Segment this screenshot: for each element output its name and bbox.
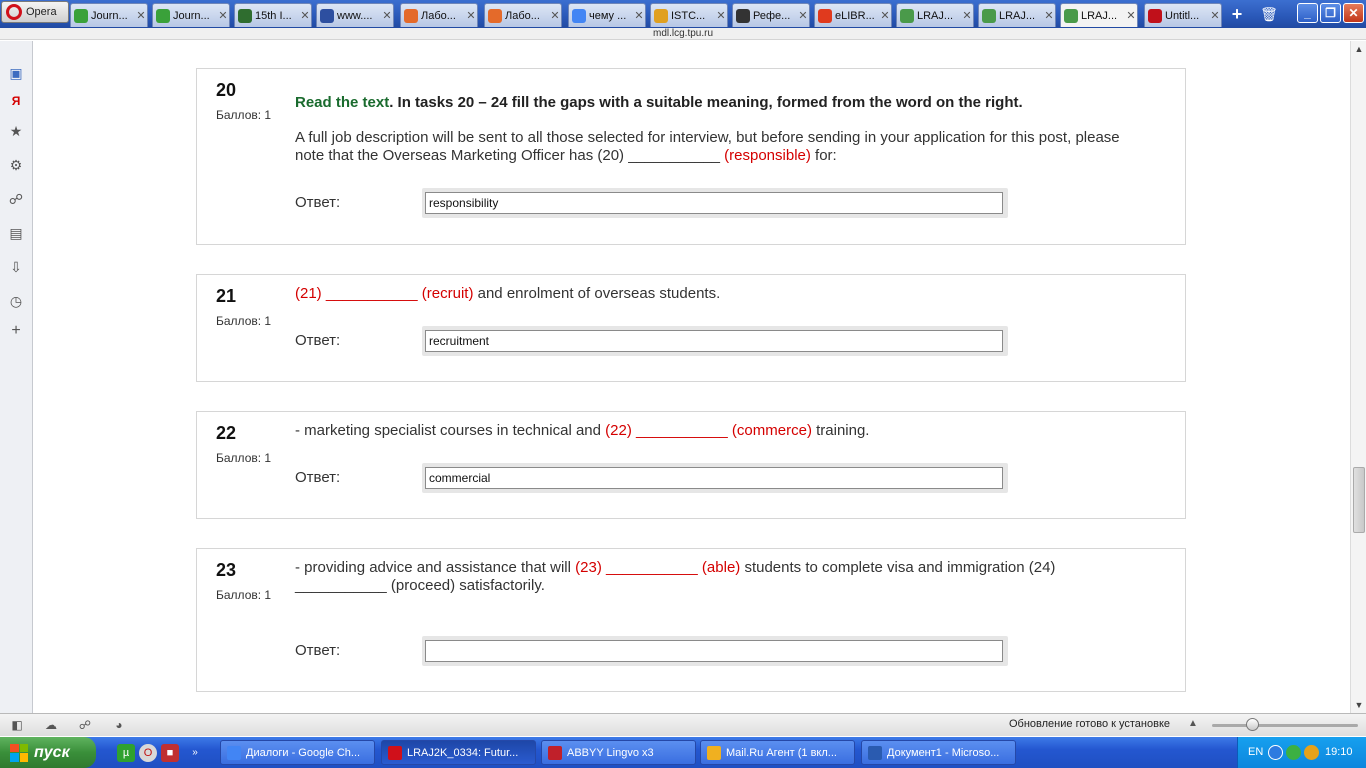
side-panel [0, 41, 33, 713]
taskbar-window-button[interactable] [220, 740, 375, 765]
taskbar-window-button[interactable] [541, 740, 696, 765]
question-text-before: A full job description will be sent to all those selected for interview, but before sending in your application for this post, please note that the Overseas Marketing Officer has (20) ___________ [295, 129, 1120, 164]
browser-tab[interactable] [650, 3, 728, 27]
scroll-up-arrow-icon[interactable]: ▲ [1354, 44, 1364, 54]
tab-title: Лабо... [421, 9, 456, 22]
tab-favicon-icon [818, 9, 832, 23]
hint-word: (21) ___________ (recruit) [295, 285, 474, 302]
tab-close-icon[interactable]: ✕ [798, 10, 808, 22]
answer-input-21[interactable] [425, 330, 1003, 352]
answer-label: Ответ: [295, 194, 341, 211]
add-panel-icon[interactable]: + [11, 322, 21, 339]
vertical-scrollbar[interactable] [1350, 41, 1366, 713]
window-close-button[interactable]: ✕ [1343, 3, 1364, 23]
tab-favicon-icon [488, 9, 502, 23]
question-text [295, 559, 1095, 595]
scroll-thumb[interactable] [1353, 467, 1365, 533]
address-bar[interactable] [0, 28, 1366, 40]
panel-toggle-icon[interactable]: ◧ [11, 718, 23, 732]
update-arrow-icon[interactable]: ▲ [1188, 718, 1198, 729]
page-content [34, 41, 1350, 713]
tab-favicon-icon [982, 9, 996, 23]
question-grade: Баллов: 1 [216, 314, 272, 328]
browser-status-bar [0, 713, 1366, 736]
windows-flag-icon [10, 744, 28, 762]
tab-title: eLIBR... [835, 9, 875, 22]
window-minimize-button[interactable]: _ [1297, 3, 1318, 23]
question-grade: Баллов: 1 [216, 108, 272, 122]
browser-tab[interactable] [152, 3, 230, 27]
taskbar-window-button[interactable] [700, 740, 855, 765]
tab-close-icon[interactable]: ✕ [136, 10, 146, 22]
answer-box [422, 326, 1008, 356]
quicklaunch-expand-icon[interactable]: » [192, 747, 198, 758]
update-notification[interactable]: Обновление готово к установке [1009, 718, 1171, 730]
zoom-slider-knob[interactable] [1246, 718, 1259, 731]
opera-logo-icon [6, 4, 22, 20]
gear-icon[interactable]: ⚙ [9, 157, 23, 173]
question-grade: Баллов: 1 [216, 451, 272, 465]
app-quicklaunch-icon[interactable]: ■ [161, 744, 179, 762]
question-number: 20 [216, 80, 237, 100]
yandex-icon[interactable]: Я [11, 94, 21, 108]
answer-label: Ответ: [295, 469, 341, 486]
question-number: 22 [216, 423, 237, 443]
opera-menu-button[interactable] [1, 1, 69, 23]
tab-close-icon[interactable]: ✕ [634, 10, 644, 22]
mail-agent-icon[interactable] [1304, 745, 1319, 760]
utorrent-icon[interactable]: µ [117, 744, 135, 762]
tab-title: LRAJ... [917, 9, 954, 22]
tab-close-icon[interactable]: ✕ [880, 10, 890, 22]
browser-tab[interactable] [814, 3, 892, 27]
tab-favicon-icon [320, 9, 334, 23]
opera-menu-label: Opera [26, 6, 57, 18]
answer-input-22[interactable] [425, 467, 1003, 489]
tab-close-icon[interactable]: ✕ [382, 10, 392, 22]
star-icon[interactable]: ★ [9, 123, 23, 139]
language-indicator[interactable]: EN [1248, 746, 1264, 758]
question-text-after: for: [810, 147, 837, 164]
tab-close-icon[interactable]: ✕ [716, 10, 726, 22]
tab-title: LRAJ... [999, 9, 1036, 22]
clock: 19:10 [1325, 746, 1353, 758]
opera-quicklaunch-icon[interactable]: O [139, 744, 157, 762]
hint-word: (22) ___________ (commerce) [605, 422, 812, 439]
browser-tab[interactable] [1144, 3, 1222, 27]
browser-tab[interactable] [484, 3, 562, 27]
hint-word: (23) ___________ (able) [575, 559, 741, 576]
tab-favicon-icon [156, 9, 170, 23]
tab-title: Рефе... [753, 9, 791, 22]
history-icon[interactable]: ◷ [9, 293, 23, 309]
tab-close-icon[interactable]: ✕ [466, 10, 476, 22]
taskbar-window-label: Документ1 - Microso... [887, 746, 1000, 759]
question-instructions [295, 94, 1125, 112]
tab-title: LRAJ... [1081, 9, 1118, 22]
question-23 [196, 548, 1186, 692]
tab-title: Journ... [91, 9, 128, 22]
question-text-after: training. [811, 422, 870, 439]
unite-status-icon[interactable]: ☍ [78, 718, 92, 732]
question-text-after: and enrolment of overseas students. [473, 285, 721, 302]
taskbar-window-label: LRAJ2K_0334: Futur... [407, 746, 519, 759]
browser-tab-bar [0, 0, 1366, 28]
question-text-before: - marketing specialist courses in technical and [295, 422, 606, 439]
windows-taskbar [0, 737, 1366, 768]
tab-favicon-icon [736, 9, 750, 23]
start-button[interactable] [0, 737, 96, 768]
scroll-down-arrow-icon[interactable]: ▼ [1354, 700, 1364, 710]
browser-tab[interactable] [70, 3, 148, 27]
tab-favicon-icon [74, 9, 88, 23]
instructions-text: . In tasks 20 – 24 fill the gaps with a suitable meaning, formed from the word on the right. [389, 94, 1023, 111]
question-text-before: - providing advice and assistance that will [295, 559, 576, 576]
tab-close-icon[interactable]: ✕ [1044, 10, 1054, 22]
taskbar-window-button[interactable] [381, 740, 536, 765]
taskbar-window-label: Диалоги - Google Ch... [246, 746, 361, 759]
tab-title: ISTC... [671, 9, 706, 22]
tab-close-icon[interactable]: ✕ [962, 10, 972, 22]
zoom-slider[interactable] [1212, 724, 1358, 727]
question-text [295, 285, 1125, 303]
question-text-after: students to complete visa and immigration (24) ___________ (proceed) satisfactorily. [295, 559, 1056, 594]
taskbar-window-label: Mail.Ru Агент (1 вкл... [726, 746, 837, 759]
answer-input-23[interactable] [425, 640, 1003, 662]
taskbar-app-icon [548, 746, 562, 760]
downloads-icon[interactable]: ⇩ [10, 259, 22, 275]
answer-box [422, 463, 1008, 493]
tab-title: Untitl... [1165, 9, 1200, 22]
browser-tab[interactable] [400, 3, 478, 27]
tab-close-icon[interactable]: ✕ [550, 10, 560, 22]
window-restore-button[interactable]: ❐ [1320, 3, 1341, 23]
browser-tab[interactable] [234, 3, 312, 27]
question-number: 23 [216, 560, 237, 580]
taskbar-app-icon [227, 746, 241, 760]
browser-tab[interactable] [568, 3, 646, 27]
new-tab-button[interactable]: + [1231, 4, 1243, 24]
closed-tabs-trash-icon[interactable]: 🗑 [1260, 6, 1278, 22]
question-text [295, 422, 1125, 440]
browser-tab[interactable] [316, 3, 394, 27]
speed-dial-gauge-icon[interactable]: ◕ [115, 718, 123, 732]
answer-box [422, 188, 1008, 218]
taskbar-app-icon [707, 746, 721, 760]
unite-icon[interactable]: ☍ [8, 191, 24, 207]
browser-tab[interactable] [896, 3, 974, 27]
taskbar-window-label: ABBYY Lingvo x3 [567, 746, 654, 759]
answer-label: Ответ: [295, 332, 341, 349]
tab-favicon-icon [900, 9, 914, 23]
tab-favicon-icon [404, 9, 418, 23]
eye-icon[interactable] [1286, 745, 1301, 760]
tab-title: Лабо... [505, 9, 540, 22]
question-21 [196, 274, 1186, 382]
taskbar-window-button[interactable] [861, 740, 1016, 765]
question-22 [196, 411, 1186, 519]
tab-title: чему ... [589, 9, 627, 22]
answer-label: Ответ: [295, 642, 341, 659]
tab-favicon-icon [654, 9, 668, 23]
tab-favicon-icon [1148, 9, 1162, 23]
tab-close-icon[interactable]: ✕ [300, 10, 310, 22]
tab-title: www.... [337, 9, 373, 22]
tab-close-icon[interactable]: ✕ [218, 10, 228, 22]
cloud-icon[interactable]: ☁ [45, 718, 57, 732]
tab-close-icon[interactable]: ✕ [1210, 10, 1220, 22]
start-label: пуск [34, 743, 70, 761]
taskbar-app-icon [868, 746, 882, 760]
answer-input-20[interactable] [425, 192, 1003, 214]
bookmarks-panel-icon[interactable]: ▣ [9, 65, 23, 81]
browser-tab[interactable] [732, 3, 810, 27]
answer-box [422, 636, 1008, 666]
question-20 [196, 68, 1186, 245]
question-text [295, 129, 1125, 165]
tab-favicon-icon [238, 9, 252, 23]
browser-tab[interactable] [1060, 3, 1138, 27]
network-icon[interactable] [1268, 745, 1283, 760]
tab-title: Journ... [173, 9, 210, 22]
page-url: mdl.lcg.tpu.ru [652, 28, 714, 39]
tab-favicon-icon [572, 9, 586, 23]
taskbar-app-icon [388, 746, 402, 760]
system-tray [1237, 737, 1366, 768]
question-grade: Баллов: 1 [216, 588, 272, 602]
browser-tab[interactable] [978, 3, 1056, 27]
hint-word: (responsible) [724, 147, 811, 164]
tab-favicon-icon [1064, 9, 1078, 23]
tab-close-icon[interactable]: ✕ [1126, 10, 1136, 22]
question-number: 21 [216, 286, 237, 306]
tab-title: 15th I... [255, 9, 292, 22]
notes-icon[interactable]: ▤ [9, 225, 23, 241]
read-the-text-label: Read the text [295, 94, 390, 111]
